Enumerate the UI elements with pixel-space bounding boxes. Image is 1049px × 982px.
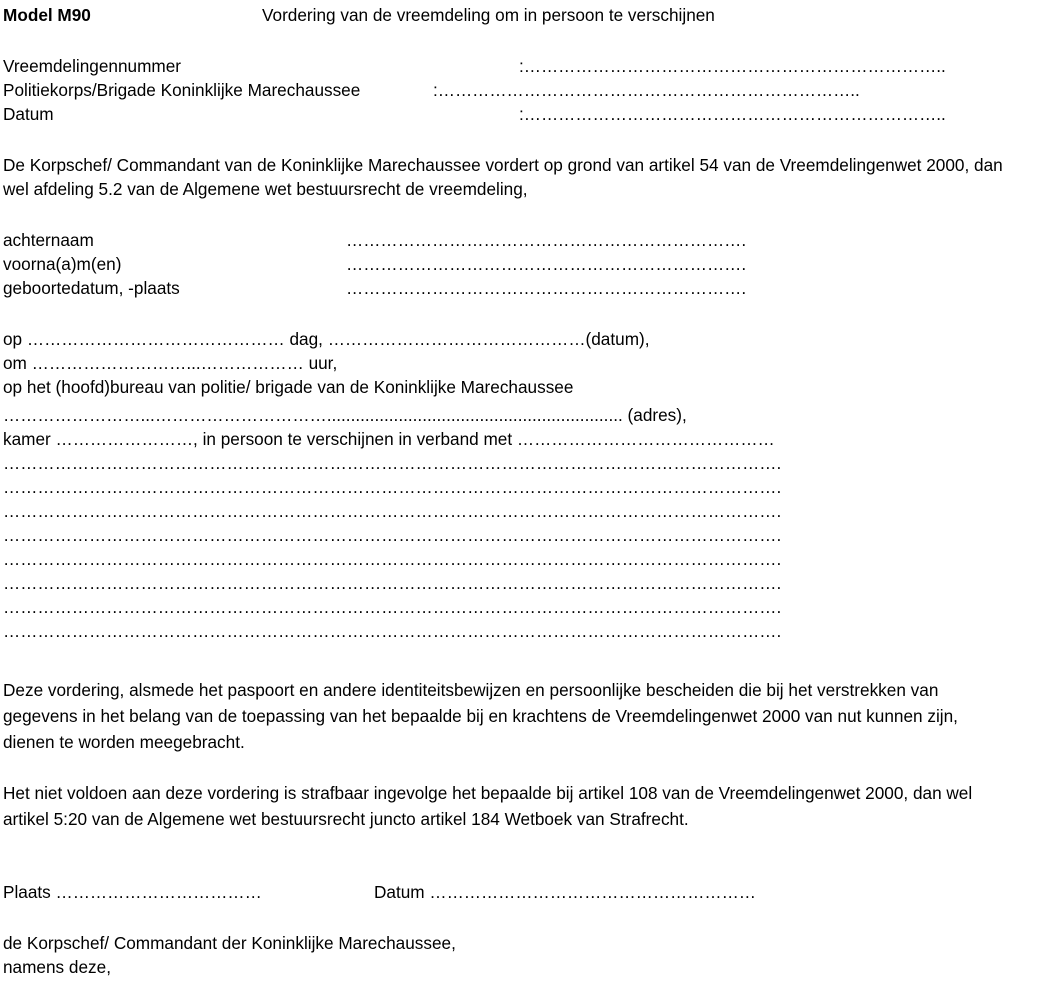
first-names-label: voorna(a)m(en) (3, 254, 122, 274)
appointment-room-line[interactable]: kamer ……………………, in persoon te verschijnen in verband met ……………………………………… (3, 429, 775, 449)
surname-field[interactable]: ……………………………………………………………. (346, 230, 747, 250)
reason-line[interactable]: ………………………………………………………………………………………………………………………. (3, 597, 782, 617)
intro-line-2: wel afdeling 5.2 van de Algemene wet bestuursrecht de vreemdeling, (3, 179, 528, 199)
signatory-line-2: namens deze, (3, 957, 111, 977)
appointment-time-line[interactable]: om ………………………...……………… uur, (3, 353, 338, 373)
date-field[interactable]: :……………………………………………………………….. (519, 104, 946, 124)
alien-number-label: Vreemdelingennummer (3, 56, 182, 76)
appointment-day-line[interactable]: op ……………………………………… dag, ………………………………………(datum), (3, 329, 650, 349)
reason-line[interactable]: ………………………………………………………………………………………………………………………. (3, 477, 782, 497)
documents-paragraph-line-2: gegevens in het belang van de toepassing van het bepaalde bij en krachtens de Vreemdelingenwet 2000 van nut kunnen zijn, (3, 706, 958, 726)
signature-date-field[interactable]: Datum ………………………………………………… (374, 882, 756, 902)
intro-line-1: De Korpschef/ Commandant van de Koninklijke Marechaussee vordert op grond van artikel 54 van de Vreemdelingenwet 2000, dan (3, 155, 1003, 175)
reason-line[interactable]: ………………………………………………………………………………………………………………………. (3, 453, 782, 473)
reason-line[interactable]: ………………………………………………………………………………………………………………………. (3, 573, 782, 593)
date-label: Datum (3, 104, 54, 124)
reason-line[interactable]: ………………………………………………………………………………………………………………………. (3, 621, 782, 641)
penalty-paragraph-line-1: Het niet voldoen aan deze vordering is strafbaar ingevolge het bepaalde bij artikel 108 van de Vreemdelingenwet 2000, dan wel (3, 783, 973, 803)
reason-line[interactable]: ………………………………………………………………………………………………………………………. (3, 501, 782, 521)
police-corps-label: Politiekorps/Brigade Koninklijke Marechaussee (3, 80, 361, 100)
surname-label: achternaam (3, 230, 94, 250)
documents-paragraph-line-1: Deze vordering, alsmede het paspoort en andere identiteitsbewijzen en persoonlijke bescheiden die bij het verstrekken van (3, 680, 939, 700)
model-number: Model M90 (3, 5, 91, 25)
appointment-office-line: op het (hoofd)bureau van politie/ brigade van de Koninklijke Marechaussee (3, 377, 574, 397)
form-title: Vordering van de vreemdeling om in persoon te verschijnen (262, 5, 715, 25)
police-corps-field[interactable]: :……………………………………………………………….. (433, 80, 860, 100)
signatory-line-1: de Korpschef/ Commandant der Koninklijke Marechaussee, (3, 933, 456, 953)
birth-field[interactable]: ……………………………………………………………. (346, 278, 747, 298)
alien-number-field[interactable]: :……………………………………………………………….. (519, 56, 946, 76)
place-field[interactable]: Plaats ……………………………… (3, 882, 262, 902)
documents-paragraph-line-3: dienen te worden meegebracht. (3, 732, 245, 752)
reason-line[interactable]: ………………………………………………………………………………………………………………………. (3, 525, 782, 545)
penalty-paragraph-line-2: artikel 5:20 van de Algemene wet bestuursrecht juncto artikel 184 Wetboek van Strafrecht. (3, 809, 689, 829)
appointment-address-line[interactable]: ……………………...………………………….............................................................. (adres), (3, 405, 687, 425)
reason-line[interactable]: ………………………………………………………………………………………………………………………. (3, 549, 782, 569)
first-names-field[interactable]: ……………………………………………………………. (346, 254, 747, 274)
birth-label: geboortedatum, -plaats (3, 278, 180, 298)
